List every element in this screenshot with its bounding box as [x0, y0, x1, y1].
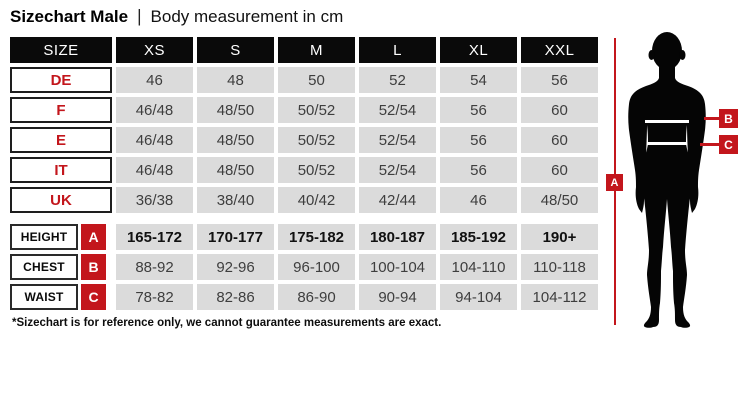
table-cell: 78-82 — [116, 284, 193, 310]
table-cell: 50/52 — [278, 157, 355, 183]
table-cell: 54 — [440, 67, 517, 93]
table-cell: 38/40 — [197, 187, 274, 213]
table-cell: 104-110 — [440, 254, 517, 280]
table-cell: 46/48 — [116, 157, 193, 183]
row-label-f: F — [10, 97, 112, 123]
table-cell: 56 — [440, 127, 517, 153]
page-title-subtitle: Body measurement in cm — [150, 7, 344, 26]
row-label-de: DE — [10, 67, 112, 93]
row-label-e: E — [10, 127, 112, 153]
page-title — [10, 7, 343, 27]
table-cell: 96-100 — [278, 254, 355, 280]
column-header-s: S — [197, 37, 274, 63]
table-cell: 88-92 — [116, 254, 193, 280]
chest-line — [645, 120, 689, 123]
table-cell: 46 — [440, 187, 517, 213]
measure-name: HEIGHT — [10, 224, 78, 250]
table-cell: 56 — [440, 157, 517, 183]
title-separator: | — [137, 6, 142, 27]
table-cell: 60 — [521, 127, 598, 153]
table-cell: 50/52 — [278, 127, 355, 153]
table-cell: 56 — [521, 67, 598, 93]
column-header-xl: XL — [440, 37, 517, 63]
table-cell: 56 — [440, 97, 517, 123]
disclaimer-footnote: *Sizechart is for reference only, we cannot guarantee measurements are exact. — [12, 317, 442, 329]
table-cell: 52 — [359, 67, 436, 93]
table-cell: 48/50 — [197, 157, 274, 183]
waist-line — [647, 142, 687, 145]
measure-name: WAIST — [10, 284, 78, 310]
table-cell: 60 — [521, 157, 598, 183]
table-cell: 60 — [521, 97, 598, 123]
table-cell: 165-172 — [116, 224, 193, 250]
table-cell: 170-177 — [197, 224, 274, 250]
table-cell: 48/50 — [197, 97, 274, 123]
table-cell: 180-187 — [359, 224, 436, 250]
table-cell: 48 — [197, 67, 274, 93]
table-cell: 90-94 — [359, 284, 436, 310]
column-header-xxl: XXL — [521, 37, 598, 63]
page-title-main: Sizechart Male — [10, 7, 129, 26]
marker-b-badge: B — [81, 254, 106, 280]
table-cell: 46/48 — [116, 97, 193, 123]
sizechart-table — [10, 37, 598, 310]
table-cell: 86-90 — [278, 284, 355, 310]
male-silhouette — [615, 25, 750, 335]
column-header-size: SIZE — [10, 37, 112, 63]
table-cell: 52/54 — [359, 97, 436, 123]
measure-label-waist — [10, 284, 112, 310]
figure-marker-a: A — [606, 174, 623, 191]
row-label-uk: UK — [10, 187, 112, 213]
waist-marker-connector — [700, 143, 719, 146]
measure-label-height — [10, 224, 112, 250]
table-cell: 100-104 — [359, 254, 436, 280]
measure-name: CHEST — [10, 254, 78, 280]
table-cell: 110-118 — [521, 254, 598, 280]
chest-marker-connector — [704, 117, 719, 120]
column-header-l: L — [359, 37, 436, 63]
table-cell: 175-182 — [278, 224, 355, 250]
table-cell: 190+ — [521, 224, 598, 250]
table-cell: 36/38 — [116, 187, 193, 213]
measure-label-chest — [10, 254, 112, 280]
marker-a-badge: A — [81, 224, 106, 250]
table-cell: 46 — [116, 67, 193, 93]
table-cell: 52/54 — [359, 157, 436, 183]
table-cell: 94-104 — [440, 284, 517, 310]
table-cell: 40/42 — [278, 187, 355, 213]
table-cell: 52/54 — [359, 127, 436, 153]
marker-c-badge: C — [81, 284, 106, 310]
column-header-xs: XS — [116, 37, 193, 63]
table-cell: 50 — [278, 67, 355, 93]
silhouette-body — [628, 65, 706, 328]
table-cell: 82-86 — [197, 284, 274, 310]
table-cell: 50/52 — [278, 97, 355, 123]
table-cell: 42/44 — [359, 187, 436, 213]
table-cell: 48/50 — [521, 187, 598, 213]
table-cell: 104-112 — [521, 284, 598, 310]
figure-marker-b: B — [719, 109, 738, 128]
table-cell: 48/50 — [197, 127, 274, 153]
table-cell: 46/48 — [116, 127, 193, 153]
table-section-divider — [10, 217, 598, 220]
figure-marker-c: C — [719, 135, 738, 154]
table-cell: 185-192 — [440, 224, 517, 250]
column-header-m: M — [278, 37, 355, 63]
row-label-it: IT — [10, 157, 112, 183]
table-cell: 92-96 — [197, 254, 274, 280]
